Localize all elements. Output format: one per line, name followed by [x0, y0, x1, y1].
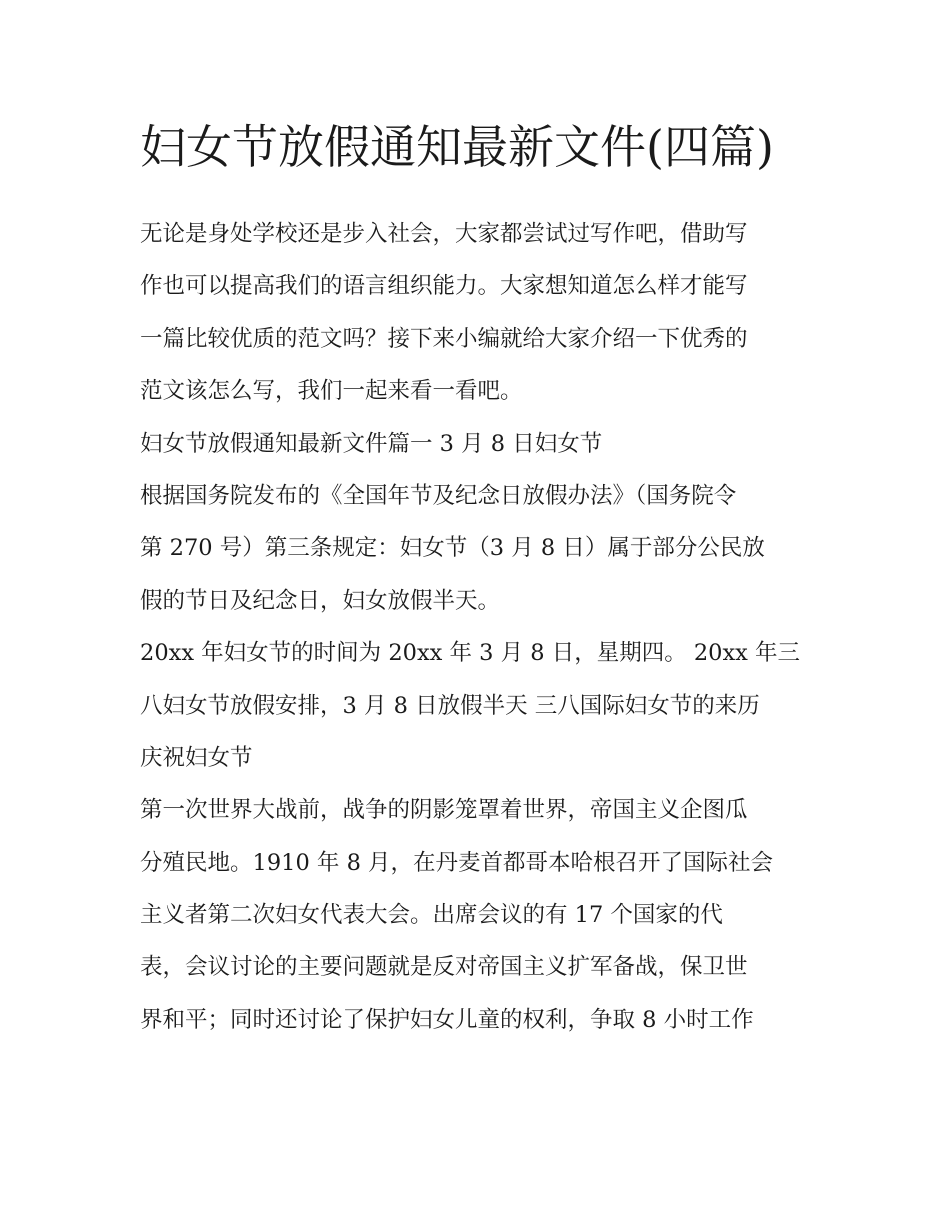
body-line: 八妇女节放假安排，3 月 8 日放假半天 三八国际妇女节的来历	[140, 692, 760, 719]
body-line: 第 270 号）第三条规定：妇女节（3 月 8 日）属于部分公民放	[140, 535, 765, 562]
body-line: 第一次世界大战前，战争的阴影笼罩着世界，帝国主义企图瓜	[140, 797, 748, 824]
body-line: 界和平；同时还讨论了保护妇女儿童的权利，争取 8 小时工作	[140, 1006, 754, 1033]
body-line: 作也可以提高我们的语言组织能力。大家想知道怎么样才能写	[140, 273, 748, 300]
body-line: 20xx 年妇女节的时间为 20xx 年 3 月 8 日，星期四。 20xx 年三	[140, 640, 801, 667]
body-line: 庆祝妇女节	[140, 744, 253, 771]
document-body	[140, 208, 812, 1046]
body-line: 范文该怎么写，我们一起来看一看吧。	[140, 378, 523, 405]
body-line: 假的节日及纪念日，妇女放假半天。	[140, 587, 501, 614]
body-line: 主义者第二次妇女代表大会。出席会议的有 17 个国家的代	[140, 902, 723, 929]
document-content	[140, 110, 812, 1046]
body-line: 分殖民地。1910 年 8 月，在丹麦首都哥本哈根召开了国际社会	[140, 849, 774, 876]
section-heading-line: 妇女节放假通知最新文件篇一 3 月 8 日妇女节	[140, 430, 603, 457]
body-line: 一篇比较优质的范文吗？接下来小编就给大家介绍一下优秀的	[140, 325, 748, 352]
body-line: 无论是身处学校还是步入社会，大家都尝试过写作吧，借助写	[140, 221, 748, 247]
body-line: 表，会议讨论的主要问题就是反对帝国主义扩军备战，保卫世	[140, 954, 748, 981]
document-title: 妇女节放假通知最新文件(四篇)	[140, 120, 774, 174]
body-line: 根据国务院发布的《全国年节及纪念日放假办法》（国务院令	[140, 482, 737, 509]
